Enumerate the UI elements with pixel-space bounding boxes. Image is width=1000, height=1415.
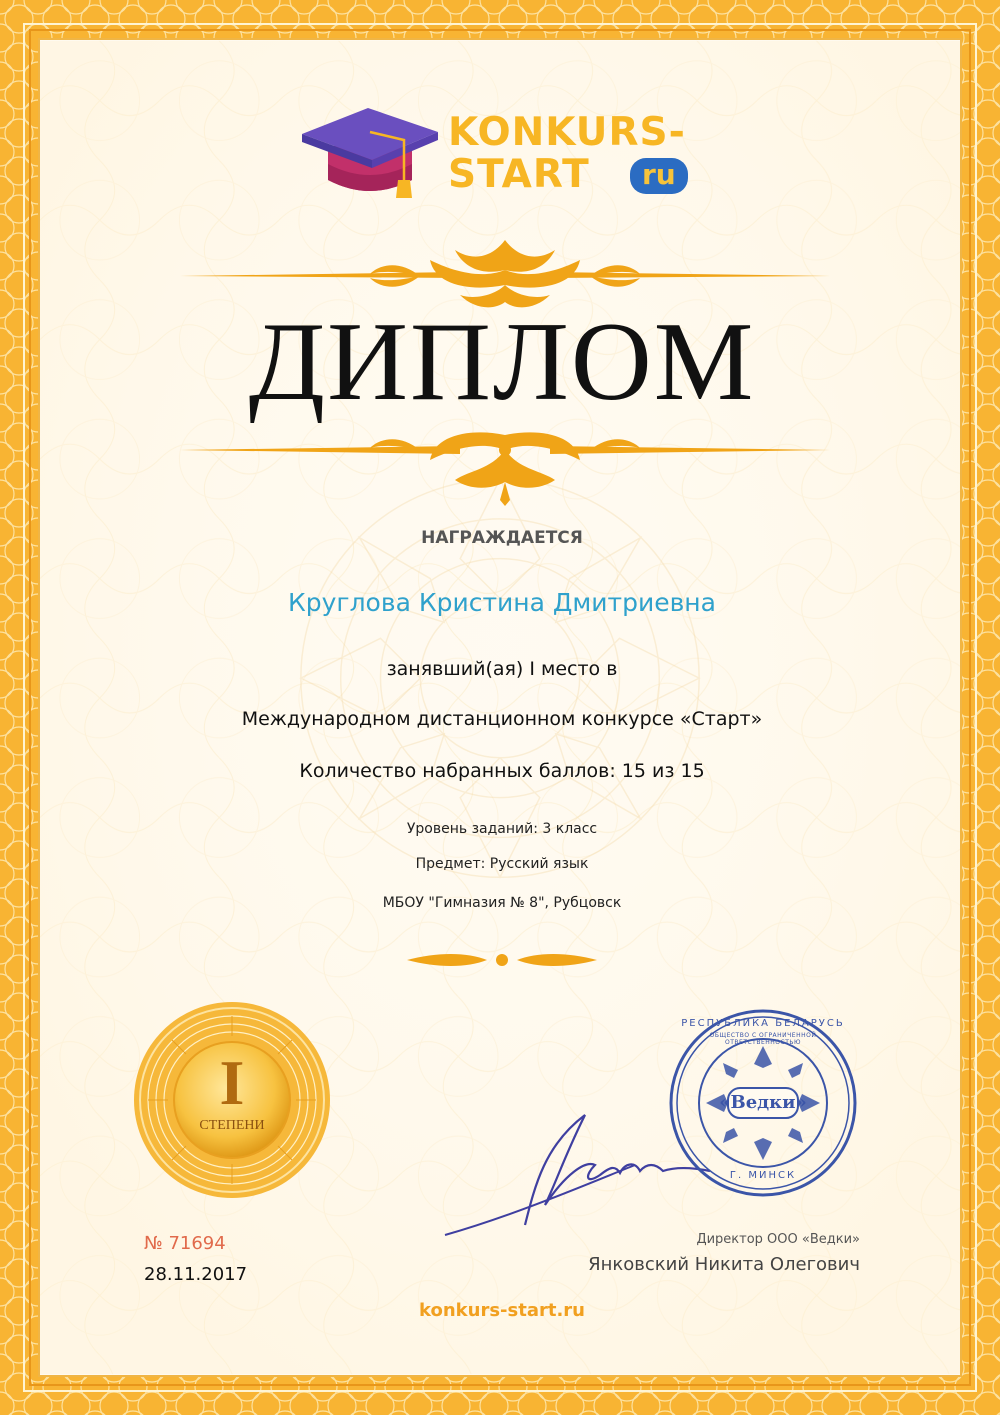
diploma-inner — [38, 38, 962, 1377]
logo-line-2: START — [448, 152, 590, 197]
logo-line-1: KONKURS- — [448, 110, 686, 155]
subject-line: Предмет: Русский язык — [415, 856, 589, 872]
degree-medal — [132, 1000, 332, 1200]
director-role: Директор ООО «Ведки» — [696, 1232, 860, 1247]
contest-line: Международном дистанционном конкурсе «Старт» — [241, 708, 763, 730]
company-stamp — [668, 1008, 858, 1198]
director-name: Янковский Никита Олегович — [588, 1254, 860, 1275]
website-link[interactable]: konkurs-start.ru — [419, 1300, 585, 1321]
divider-ornament — [407, 948, 597, 972]
stamp-center-text: «Ведки» — [719, 1092, 807, 1113]
diploma-title: ДИПЛОМ — [248, 300, 756, 424]
issue-date: 28.11.2017 — [144, 1264, 248, 1285]
diploma-number: № 71694 — [144, 1233, 226, 1254]
medal-numeral: I — [219, 1047, 245, 1118]
medal-caption: СТЕПЕНИ — [199, 1118, 265, 1133]
stamp-ring-bottom: Г. МИНСК — [729, 1170, 797, 1181]
logo-ru-badge: ru — [630, 158, 688, 194]
score-line: Количество набранных баллов: 15 из 15 — [299, 760, 705, 782]
level-line: Уровень заданий: 3 класс — [406, 821, 598, 837]
logo — [300, 102, 720, 212]
stamp-ring-text: ОБЩЕСТВО С ОГРАНИЧЕННОЙ ОТВЕТСТВЕННОСТЬЮ — [709, 1032, 817, 1046]
place-line: занявший(ая) I место в — [386, 658, 618, 680]
graduation-cap-icon — [300, 102, 440, 202]
stamp-ring-top: РЕСПУБЛИКА БЕЛАРУСЬ — [681, 1018, 845, 1029]
school-line: МБОУ "Гимназия № 8", Рубцовск — [382, 895, 622, 911]
awarded-label: НАГРАЖДАЕТСЯ — [421, 528, 583, 548]
bottom-ornament — [180, 420, 830, 510]
recipient-name: Круглова Кристина Дмитриевна — [288, 588, 716, 617]
